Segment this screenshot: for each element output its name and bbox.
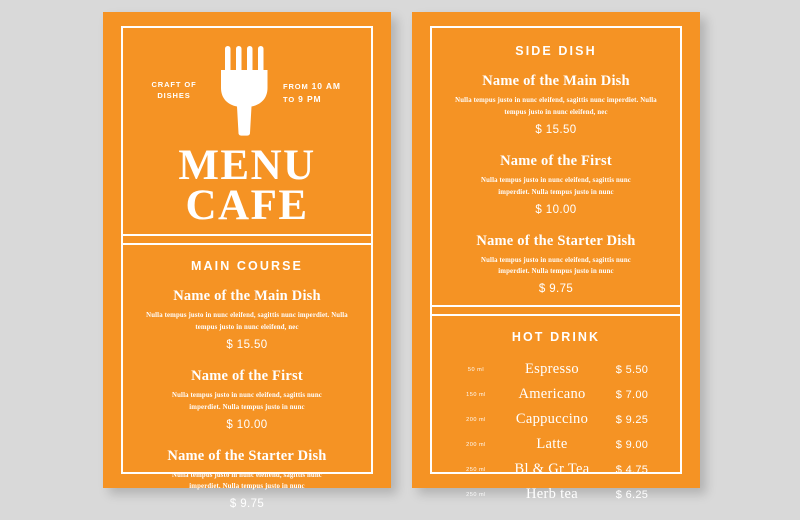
drink-volume: 250 ml	[466, 491, 486, 498]
table-row	[448, 382, 664, 407]
craft-line-1: CRAFT OF	[151, 80, 197, 89]
menu-item	[448, 233, 664, 296]
drink-volume: 200 ml	[466, 416, 486, 423]
drink-volume: 50 ml	[467, 366, 485, 373]
menu-item	[448, 73, 664, 136]
dish-price: $ 9.75	[538, 283, 574, 296]
sheet-border-frame-left	[121, 26, 373, 511]
drink-name: Bl & Gr Tea	[514, 461, 590, 478]
dish-description: Nulla tempus justo in nunc eleifend, sagittis nunc imperdiet. Nulla tempus justo in nunc	[172, 471, 322, 491]
dish-name: Name of the Main Dish	[482, 73, 630, 89]
opening-hours-label	[283, 80, 357, 106]
menu-item	[139, 448, 355, 511]
drink-price: $ 6.25	[615, 488, 649, 501]
dish-name: Name of the First	[500, 152, 612, 169]
craft-of-dishes-label	[137, 80, 211, 102]
drink-name: Americano	[518, 386, 586, 403]
drink-name: Latte	[536, 436, 568, 453]
main-course-title: MAIN COURSE	[191, 259, 303, 273]
menu-cafe-title	[123, 142, 371, 230]
drink-price: $ 7.00	[615, 388, 649, 401]
drink-price: $ 9.25	[615, 413, 649, 426]
drink-name: Herb tea	[526, 486, 578, 503]
sheet-border-frame-right	[430, 26, 682, 503]
drink-price: $ 9.00	[615, 438, 649, 451]
dish-name: Name of the Main Dish	[173, 288, 321, 304]
drink-price: $ 5.50	[615, 363, 649, 376]
table-row	[448, 432, 664, 457]
main-course-section	[123, 245, 371, 520]
drink-volume: 250 ml	[466, 466, 486, 473]
dish-price: $ 9.75	[229, 498, 265, 511]
dish-description: Nulla tempus justo in nunc eleifend, sagittis nunc imperdiet. Nulla tempus justo in nunc	[481, 256, 631, 276]
drink-name: Espresso	[525, 361, 579, 378]
drink-volume: 200 ml	[466, 441, 486, 448]
table-row	[448, 357, 664, 382]
dish-name: Name of the First	[191, 367, 303, 384]
dish-description: Nulla tempus justo in nunc eleifend, sagittis nunc imperdiet. Nulla tempus justo in nunc	[481, 176, 631, 196]
title-line-menu: MENU	[178, 142, 316, 189]
dish-price: $ 15.50	[226, 338, 268, 351]
drink-name: Cappuccino	[515, 411, 589, 428]
hot-drink-section	[432, 316, 680, 517]
menu-item	[448, 153, 664, 216]
dish-name: Name of the Starter Dish	[476, 232, 636, 249]
table-row	[448, 407, 664, 432]
dish-description: Nulla tempus justo in nunc eleifend, sagittis nunc imperdiet. Nulla tempus justo in nunc	[172, 391, 322, 411]
dish-price: $ 15.50	[535, 123, 577, 136]
dish-description: Nulla tempus justo in nunc eleifend, sagittis nunc imperdiet. Nulla tempus justo in nunc eleifend, nec	[146, 312, 348, 331]
dish-price: $ 10.00	[226, 418, 268, 431]
hours-line-2: TO 9 PM	[283, 93, 322, 104]
side-dish-section	[432, 28, 680, 305]
craft-line-2: DISHES	[157, 90, 191, 100]
dish-price: $ 10.00	[535, 203, 577, 216]
menu-header-block	[123, 28, 371, 234]
hours-line-1: FROM 10 AM	[283, 81, 341, 91]
hot-drink-table	[448, 357, 664, 507]
title-line-cafe: CAFE	[185, 182, 309, 230]
table-row	[448, 482, 664, 507]
menu-sheet-right	[412, 12, 700, 503]
menu-item	[139, 288, 355, 351]
drink-volume: 150 ml	[466, 391, 486, 398]
side-dish-title: SIDE DISH	[515, 44, 597, 58]
table-row	[448, 457, 664, 482]
drink-price: $ 4.75	[615, 463, 649, 476]
dish-name: Name of the Starter Dish	[167, 447, 327, 464]
menu-sheet-left	[103, 12, 391, 511]
dish-description: Nulla tempus justo in nunc eleifend, sagittis nunc imperdiet. Nulla tempus justo in nunc eleifend, nec	[455, 97, 657, 116]
hot-drink-title: HOT DRINK	[511, 330, 601, 345]
menu-item	[139, 368, 355, 431]
